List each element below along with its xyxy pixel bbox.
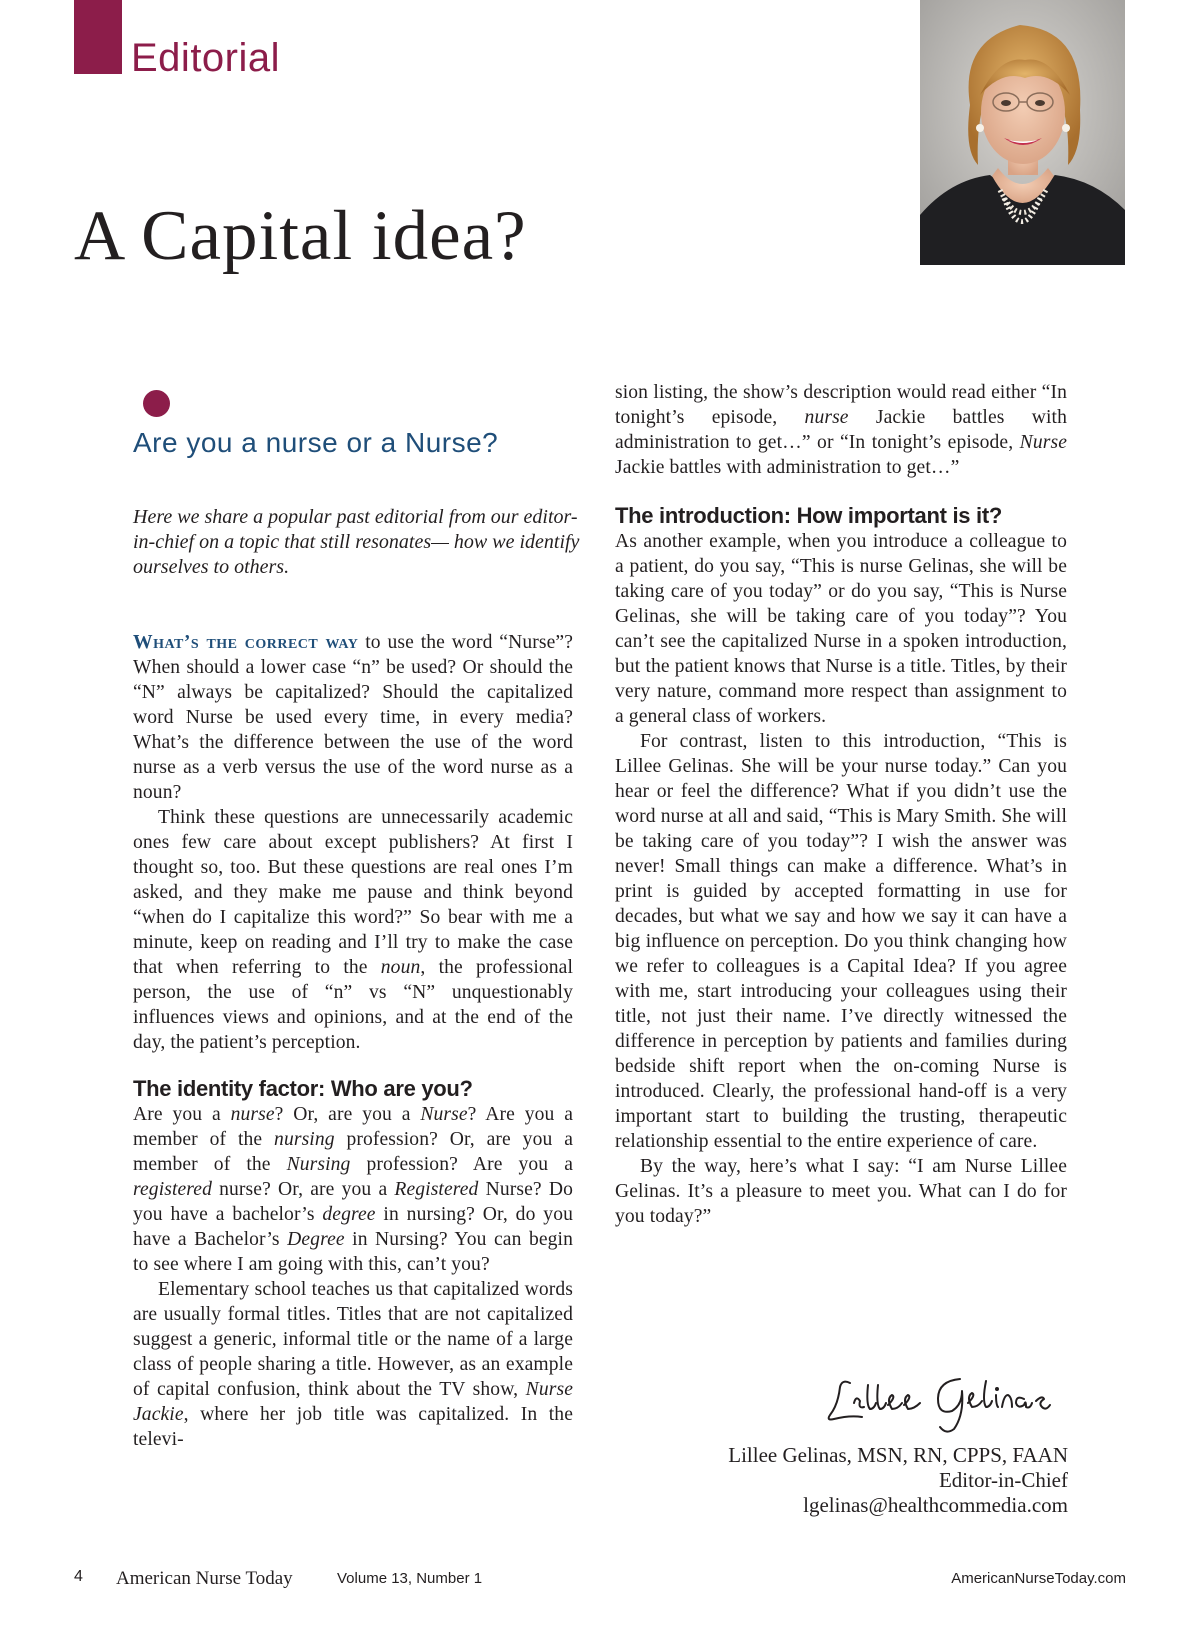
section-heading-identity: The identity factor: Who are you? (133, 1076, 473, 1101)
paragraph-3-run-8: profession? Are you a (350, 1154, 573, 1175)
author-title: Editor-in-Chief (938, 1468, 1068, 1492)
paragraph-3-run-7: Nursing (286, 1154, 351, 1175)
lead-in-smallcaps: What’s the correct way (133, 632, 359, 653)
paragraph-1-text: to use the word “Nurse”? When should a lower case “n” be used? Or should the “N” always be capitalized? Should the capitalized word Nurse be used every time, in every media? What’s the difference between the use of the word nurse as a verb versus the use of the word nurse as a noun? (133, 632, 573, 803)
paragraph-3-run-6: profession? Or, are you a member of the (133, 1129, 573, 1175)
paragraph-4-italic: Nurse Jackie (133, 1379, 573, 1425)
paragraph-4-text-b: , where her job title was capitalized. In the televi- (133, 1404, 573, 1450)
paragraph-2-text-b: , the professional person, the use of “n” vs “N” unquestionably influences views and opinions, and at the end of the day, the patient’s perception. (133, 957, 573, 1053)
author-portrait (920, 0, 1125, 265)
handwritten-signature (820, 1365, 1070, 1435)
paragraph-5-run-2: Jackie battles with administration to get…” or “In tonight’s episode, (615, 407, 1067, 453)
bullet-dot-icon (143, 390, 170, 417)
paragraph-3-run-13: degree (322, 1204, 376, 1225)
intro-deck: Here we share a popular past editorial from our editor-in-chief on a topic that still resonates— how we identify ourselves to others. (133, 506, 580, 578)
paragraph-3-run-11: Registered (394, 1179, 479, 1200)
article-column-2 (615, 380, 1067, 1229)
paragraph-3-run-5: nursing (274, 1129, 335, 1150)
paragraph-4 (133, 1277, 573, 1452)
section-label: Editorial (131, 36, 281, 80)
author-email: lgelinas@healthcommedia.com (803, 1493, 1068, 1517)
paragraph-3-run-4: ? Are you a member of the (133, 1104, 573, 1150)
paragraph-3-run-12: Nurse? Do you have a bachelor’s (133, 1179, 573, 1225)
paragraph-2 (133, 805, 573, 1055)
paragraph-5-run-3: Nurse (1019, 432, 1067, 453)
paragraph-6: As another example, when you introduce a colleague to a patient, do you say, “This is nurse Gelinas, she will be taking care of you today” or do you say, “This is Nurse Gelinas, she will be taking care of you today”? You can’t see the capitalized Nurse in a spoken introduction, but the patient knows that Nurse is a title. Titles, by their very nature, command more respect than assignment to a general class of workers. (615, 531, 1067, 727)
page-title: A Capital idea? (74, 197, 527, 275)
paragraph-2-italic: noun (380, 957, 421, 978)
paragraph-5 (615, 380, 1067, 480)
article-column-1 (133, 630, 573, 1452)
section-color-bar (74, 0, 122, 74)
author-name: Lillee Gelinas, MSN, RN, CPPS, FAAN (728, 1443, 1068, 1467)
paragraph-2-text-a: Think these questions are unnecessarily academic ones few care about except publishers? At first I thought so, too. But these questions are real ones I’m asked, and they make me pause and think beyond “when do I capitalize this word?” So bear with me a minute, keep on reading and I’ll try to make the case that when referring to the (133, 807, 573, 978)
paragraph-7: For contrast, listen to this introduction, “This is Lillee Gelinas. She will be your nurse today.” Can you hear or feel the difference? What if you didn’t use the word nurse at all and said, “This is Mary Smith. She will be taking care of you today”? I wish the answer was never! Small things can make a difference. What’s in print is guided by accepted formatting in use for decades, but what we say and how we say it can have a big influence on perception. Do you think changing how we refer to colleagues is a Capital Idea? If you agree with me, start introducing your colleagues using their title, not just their name. I’ve directly witnessed the difference in perception by patients and families during bedside shift report when the on-coming Nurse is introduced. Clearly, the professional hand-off is a very important start to building the trusting, therapeutic relationship essential to the entire experience of care. (615, 731, 1067, 1152)
issue-volume: Volume 13, Number 1 (337, 1570, 483, 1587)
website-link[interactable]: AmericanNurseToday.com (951, 1570, 1126, 1587)
author-credit (728, 1443, 1068, 1518)
paragraph-3-run-10: nurse? Or, are you a (212, 1179, 395, 1200)
paragraph-3-run-0: Are you a (133, 1104, 231, 1125)
page-footer (74, 1568, 1126, 1592)
paragraph-3-run-3: Nurse (420, 1104, 468, 1125)
paragraph-3-run-9: registered (133, 1179, 212, 1200)
paragraph-3-run-15: Degree (287, 1229, 345, 1250)
section-heading-introduction: The introduction: How important is it? (615, 503, 1003, 528)
paragraph-3-run-2: ? Or, are you a (274, 1104, 421, 1125)
paragraph-5-run-0: sion listing, the show’s description would read either “In tonight’s episode, (615, 382, 1067, 428)
publication-name: American Nurse Today (116, 1568, 293, 1589)
paragraph-3 (133, 1102, 573, 1277)
paragraph-1 (133, 630, 573, 805)
paragraph-8: By the way, here’s what I say: “I am Nurse Lillee Gelinas. It’s a pleasure to meet you. What can I do for you today?” (615, 1156, 1067, 1227)
subhead: Are you a nurse or a Nurse? (133, 427, 499, 458)
paragraph-3-run-16: in Nursing? You can begin to see where I am going with this, can’t you? (133, 1229, 573, 1275)
paragraph-5-run-4: Jackie battles with administration to get…” (615, 457, 960, 478)
paragraph-3-run-1: nurse (230, 1104, 275, 1125)
paragraph-4-text-a: Elementary school teaches us that capitalized words are usually formal titles. Titles that are not capitalized suggest a generic, informal title or the name of a large class of people sharing a title. However, as an example of capital confusion, think about the TV show, (133, 1279, 573, 1400)
paragraph-3-run-14: in nursing? Or, do you have a Bachelor’s (133, 1204, 573, 1250)
paragraph-5-run-1: nurse (804, 407, 849, 428)
page-number: 4 (74, 1568, 83, 1585)
